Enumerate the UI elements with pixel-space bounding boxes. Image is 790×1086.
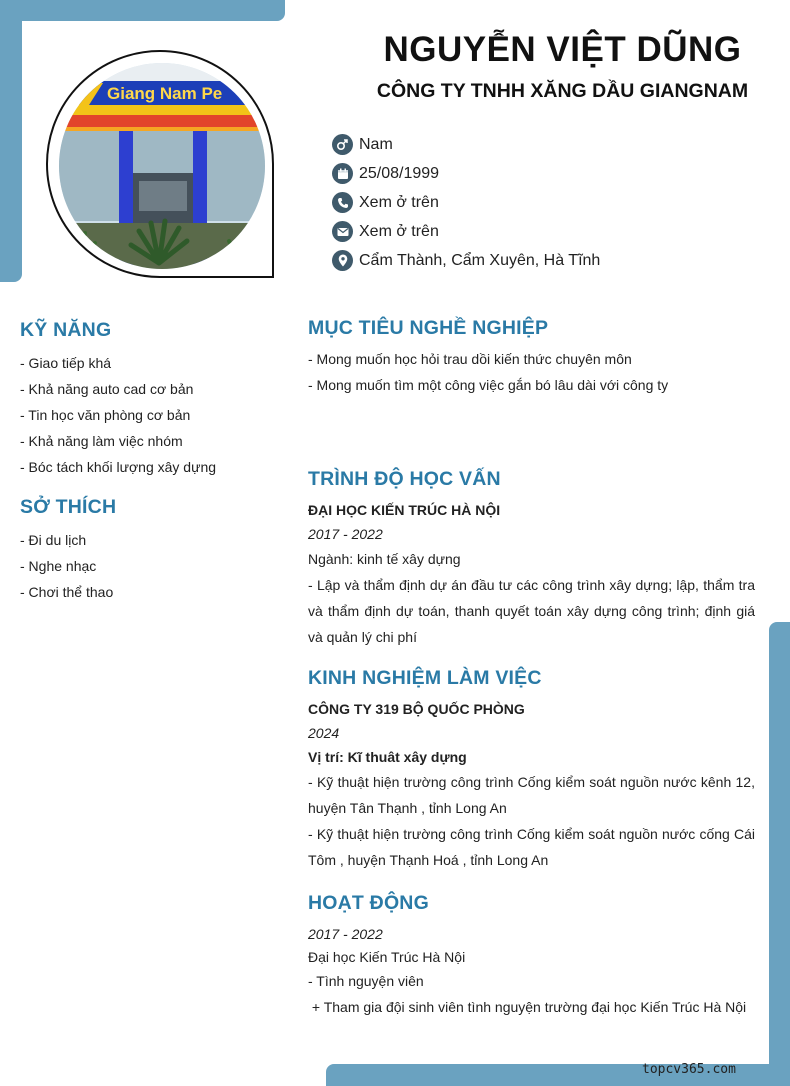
station-sign-text: Giang Nam Pe [107,84,223,103]
info-email [332,217,600,246]
info-email-text: Xem ở trên [359,222,439,240]
decor-bar-right [769,622,790,1086]
list-item: - Tin học văn phòng cơ bản [20,407,191,423]
experience-title: KINH NGHIỆM LÀM VIỆC [308,667,542,689]
list-item: - Giao tiếp khá [20,355,112,371]
location-icon [332,250,353,271]
watermark: topcv365.com [642,1062,736,1077]
decor-bar-left [0,0,22,282]
list-item: - Khả năng auto cad cơ bản [20,381,194,397]
activities-detail: + Tham gia đội sinh viên tình nguyện trường đại học Kiến Trúc Hà Nội [308,999,747,1015]
list-item: - Khả năng làm việc nhóm [20,433,183,449]
activities-role: - Tình nguyện viên [308,973,424,989]
candidate-name: NGUYỄN VIỆT DŨNG [383,30,742,69]
education-title: TRÌNH ĐỘ HỌC VẤN [308,468,501,490]
avatar [59,63,265,269]
phone-icon [332,192,353,213]
info-gender-text: Nam [359,135,393,153]
experience-year: 2024 [308,725,340,741]
experience-duty: - Kỹ thuật hiện trường công trình Cống kiểm soát nguồn nước cống Cái Tôm , huyện Thạnh Hoá , tỉnh Long An [308,826,755,868]
objective-title: MỤC TIÊU NGHỀ NGHIỆP [308,317,549,339]
info-phone-text: Xem ở trên [359,193,439,211]
list-item: - Đi du lịch [20,532,87,548]
hobbies-list [20,527,113,605]
info-phone [332,188,600,217]
list-item: - Chơi thể thao [20,584,114,600]
skills-title: KỸ NĂNG [20,319,112,341]
info-address-text: Cẩm Thành, Cẩm Xuyên, Hà Tĩnh [359,251,601,269]
skills-list [20,350,216,480]
activities-org: Đại học Kiến Trúc Hà Nội [308,949,466,965]
education-major: Ngành: kinh tế xây dựng [308,551,461,567]
education-period: 2017 - 2022 [308,526,383,542]
experience-duty: - Kỹ thuật hiện trường công trình Cống kiểm soát nguồn nước kênh 12, huyện Tân Thạnh , tỉnh Long An [308,774,755,816]
decor-bar-top [0,0,285,21]
hobbies-title: SỞ THÍCH [20,496,117,518]
experience-company: CÔNG TY 319 BỘ QUỐC PHÒNG [308,701,525,717]
education-description: - Lập và thẩm định dự án đầu tư các công trình xây dựng; lập, thẩm tra và thẩm định dự toán, thanh quyết toán xây dựng công trình; định giá và quản lý chi phí [308,577,755,645]
gender-icon [332,134,353,155]
activities-title: HOẠT ĐỘNG [308,892,429,914]
contact-info [332,130,600,275]
current-company: CÔNG TY TNHH XĂNG DẦU GIANGNAM [376,80,749,102]
avatar-frame [46,50,274,278]
experience-block [308,697,755,873]
education-block [308,498,755,650]
info-birthday [332,159,600,188]
mail-icon [332,221,353,242]
list-item: - Nghe nhạc [20,558,97,574]
info-address [332,246,600,275]
activities-block [308,922,755,1020]
info-gender [332,130,600,159]
objective-block [308,346,755,398]
list-item: - Mong muốn học hỏi trau dồi kiến thức chuyên môn [308,351,632,367]
calendar-icon [332,163,353,184]
list-item: - Mong muốn tìm một công việc gắn bó lâu dài với công ty [308,377,669,393]
education-school: ĐẠI HỌC KIẾN TRÚC HÀ NỘI [308,502,501,518]
activities-period: 2017 - 2022 [308,926,383,942]
list-item: - Bóc tách khối lượng xây dựng [20,459,217,475]
experience-position: Vị trí: Kĩ thuât xây dựng [308,749,467,765]
info-birthday-text: 25/08/1999 [359,164,440,182]
